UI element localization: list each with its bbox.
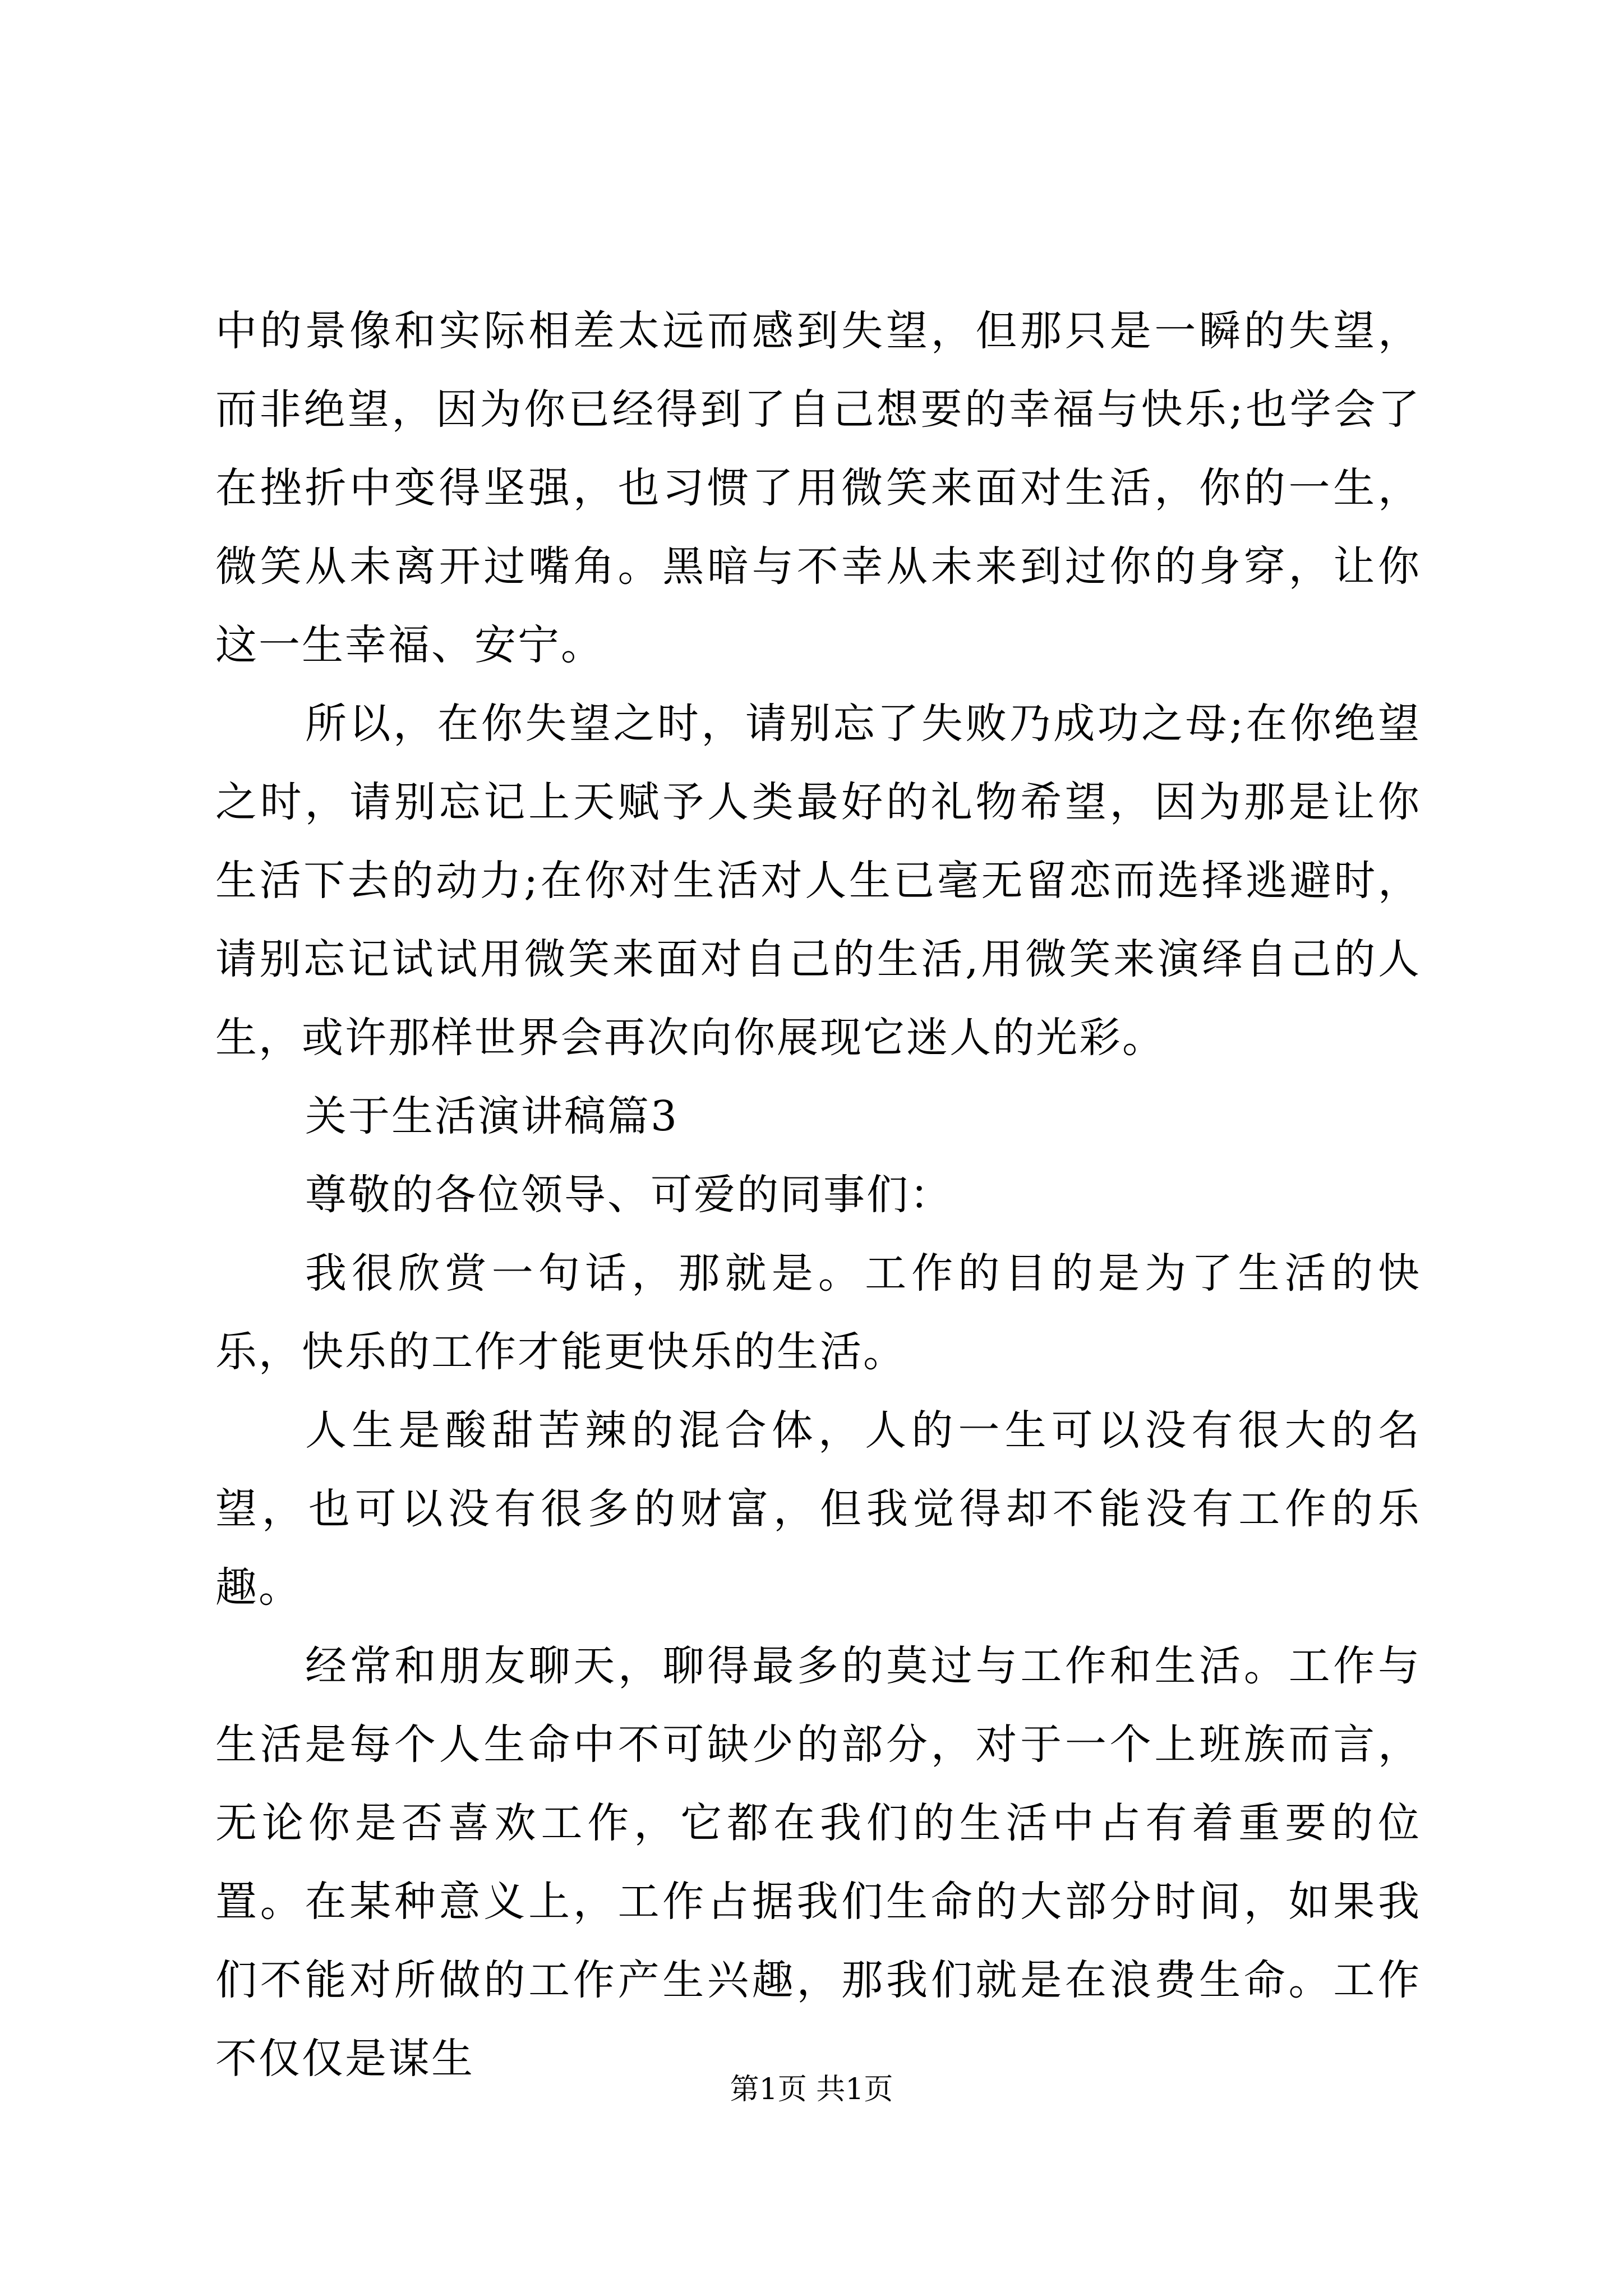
page-number-footer: 第1页 共1页	[730, 2073, 893, 2106]
document-body	[215, 292, 1421, 2098]
section-heading: 关于生活演讲稿篇3	[305, 1092, 679, 1140]
paragraph: 所以，在你失望之时，请别忘了失败乃成功之母;在你绝望之时，请别忘记上天赋予人类最好的礼物希望，因为那是让你生活下去的动力;在你对生活对人生已毫无留恋而选择逃避时，请别忘记试试用微笑来面对自己的生活,用微笑来演绎自己的人生，或许那样世界会再次向你展现它迷人的光彩。	[215, 700, 1421, 1062]
paragraph: 我很欣赏一句话，那就是。工作的目的是为了生活的快乐，快乐的工作才能更快乐的生活。	[215, 1249, 1421, 1376]
paragraph: 经常和朋友聊天，聊得最多的莫过与工作和生活。工作与生活是每个人生命中不可缺少的部分，对于一个上班族而言，无论你是否喜欢工作，它都在我们的生活中占有着重要的位置。在某种意义上，工作占据我们生命的大部分时间，如果我们不能对所做的工作产生兴趣，那我们就是在浪费生命。工作不仅仅是谋生	[215, 1642, 1421, 2083]
paragraph: 人生是酸甜苦辣的混合体，人的一生可以没有很大的名望，也可以没有很多的财富，但我觉得却不能没有工作的乐趣。	[215, 1406, 1421, 1612]
paragraph: 中的景像和实际相差太远而感到失望，但那只是一瞬的失望，而非绝望，因为你已经得到了自己想要的幸福与快乐;也学会了在挫折中变得坚强，也习惯了用微笑来面对生活，你的一生，微笑从未离开过嘴角。黑暗与不幸从未来到过你的身穿，让你这一生幸福、安宁。	[215, 307, 1421, 669]
salutation: 尊敬的各位领导、可爱的同事们：	[305, 1171, 953, 1219]
